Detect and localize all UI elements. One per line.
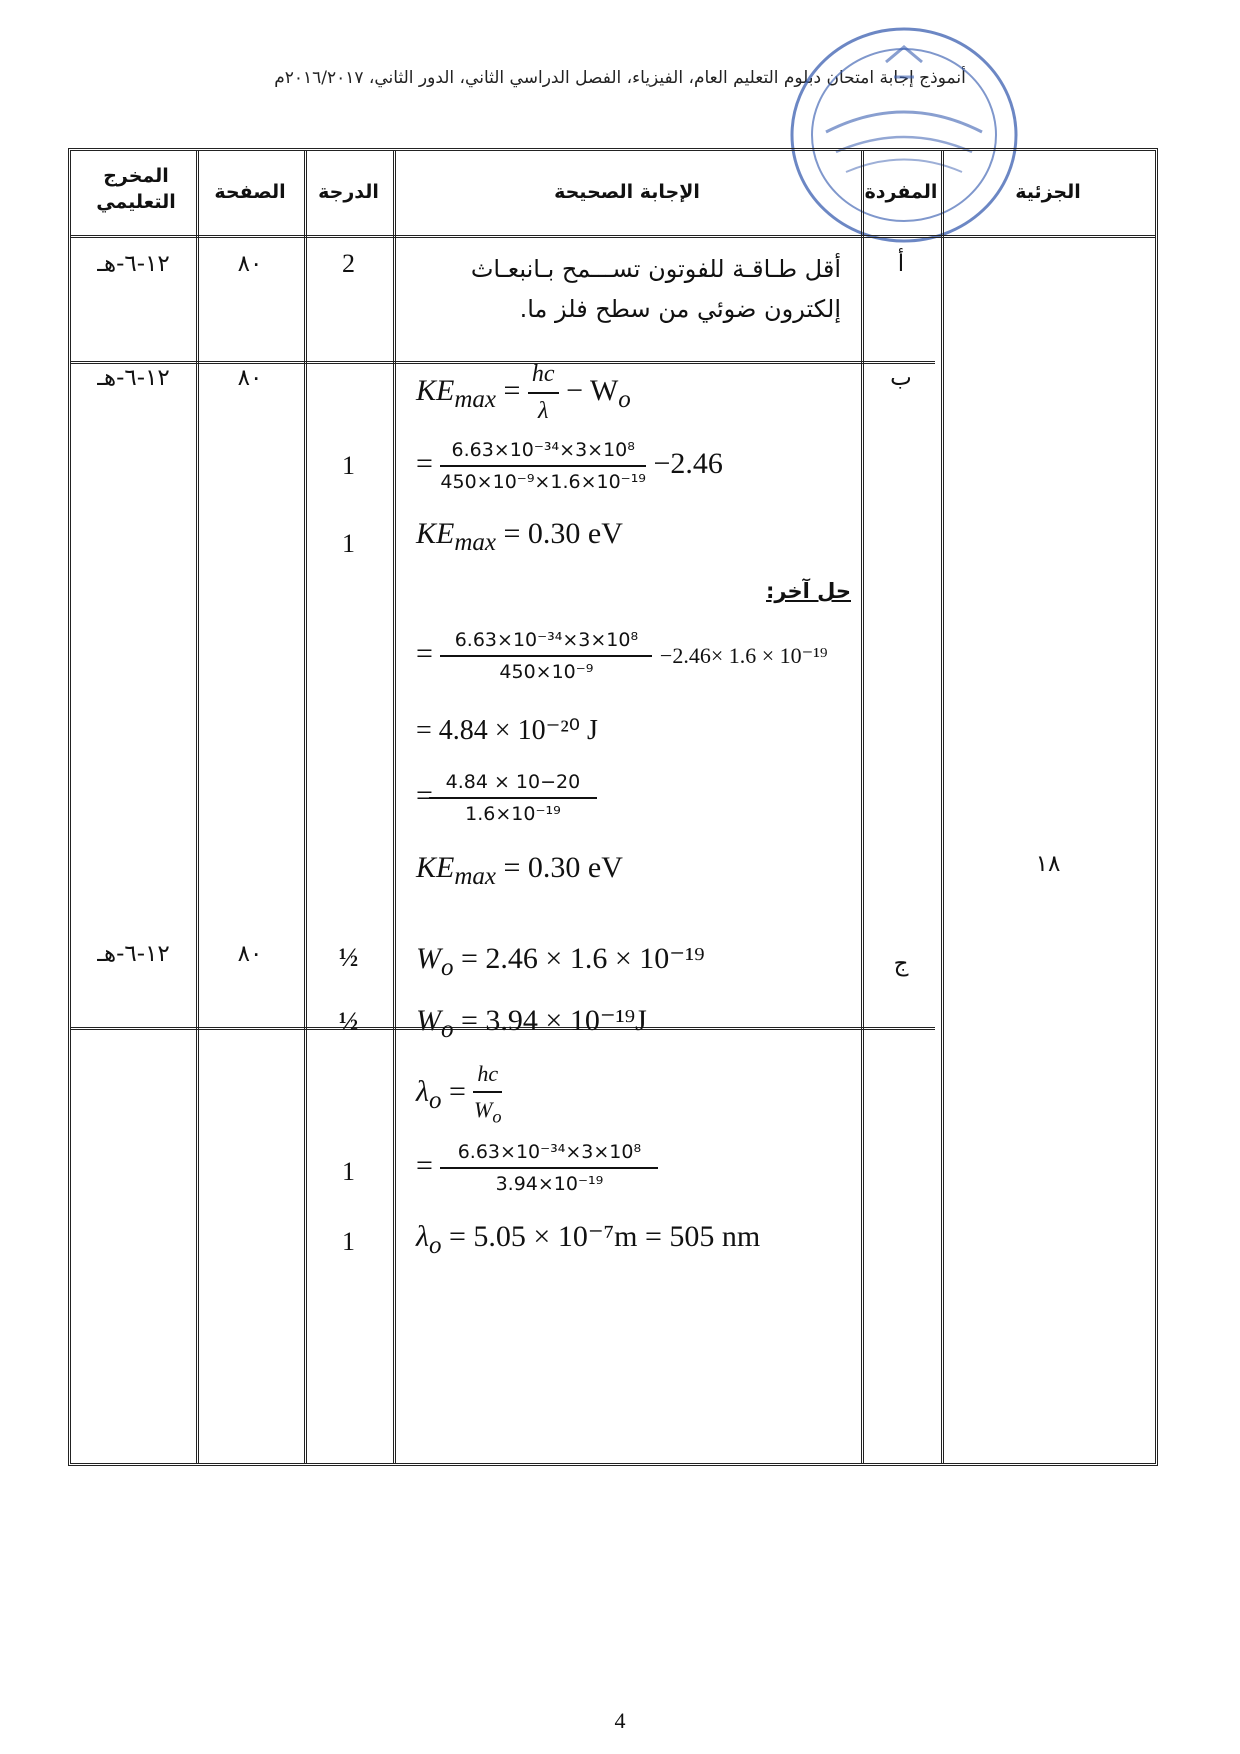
col-header-item: المفردة (864, 181, 938, 203)
item-label: ج (893, 951, 909, 977)
equation-ke-formula: $KE_{max}$ = $\frac{hc}{\lambda}$ − $W_o$ (416, 361, 631, 424)
col-header-answer: الإجابة الصحيحة (554, 181, 700, 203)
equation-result: $KE_{max} = 0.30$ eV (416, 517, 623, 556)
equation-alt-result: $KE_{max} = 0.30$ eV (416, 851, 623, 890)
page-ref: ٨٠ (237, 251, 263, 277)
col-header-page: الصفحة (214, 181, 286, 203)
question-number: ١٨ (1035, 851, 1061, 877)
answer-definition: أقل طـاقـة للفوتون تســـمح بـانبعـاث إلكترون ضوئي من سطح فلز ما. (470, 255, 841, 323)
equation-work-function-value: $W_o = 3.94 \times 10^{-19}J$ (416, 1004, 647, 1043)
equation-alt-convert: = $\frac{4.84 \times 10-20}{\text{1.6×10⁻¹⁹}}$ (416, 771, 597, 825)
equation-threshold-substitution: = $\frac{\text{6.63×10⁻³⁴×3×10⁸}}{\text{3.94×10⁻¹⁹}}$ (416, 1141, 658, 1195)
col-header-part: الجزئية (1015, 181, 1081, 203)
page-ref: ٨٠ (237, 365, 263, 391)
item-label: أ (897, 251, 905, 277)
score-value: 1 (342, 529, 355, 558)
score-value: 1 (342, 451, 355, 480)
score-value: 1 (342, 1227, 355, 1256)
col-header-outcome: المخرج التعليمي (96, 165, 176, 213)
equation-threshold-result: $\lambda_o = 5.05 \times 10^{-7}m = 505$ nm (416, 1220, 761, 1259)
score-value: ½ (338, 1007, 359, 1036)
equation-alt-joules: = 4.84 × 10⁻²⁰ J (416, 715, 598, 746)
learning-outcome: ١٢-٦-هـ (97, 941, 170, 967)
col-header-score: الدرجة (318, 181, 379, 203)
score-value: 2 (342, 249, 355, 278)
equation-alt-substitution: = $\frac{\text{6.63×10⁻³⁴×3×10⁸}}{\text{450×10⁻⁹}}$ −2.46× 1.6 × 10⁻¹⁹ (416, 629, 828, 683)
document-header: أنموذج إجابة امتحان دبلوم التعليم العام، الفيزياء، الفصل الدراسي الثاني، الدور الثاني، ٢٠١٦/٢٠١٧م (274, 68, 966, 88)
learning-outcome: ١٢-٦-هـ (97, 251, 170, 277)
score-value: ½ (338, 943, 359, 972)
alternative-solution-label: حل آخر: (766, 579, 851, 603)
item-label: ب (890, 365, 912, 391)
equation-work-function: $W_o = 2.46 \times 1.6 \times 10^{-19}$ (416, 942, 705, 981)
page-number: 4 (614, 1708, 626, 1733)
score-value: 1 (342, 1157, 355, 1186)
equation-substitution: = $\frac{\text{6.63×10⁻³⁴×3×10⁸}}{\text{450×10⁻⁹×1.6×10⁻¹⁹}}$ −2.46 (416, 439, 723, 493)
equation-threshold-formula: $\lambda_o$ = $\frac{hc}{W_o}$ (416, 1061, 502, 1127)
answer-table (68, 148, 1158, 1466)
page-ref: ٨٠ (237, 941, 263, 967)
learning-outcome: ١٢-٦-هـ (97, 365, 170, 391)
